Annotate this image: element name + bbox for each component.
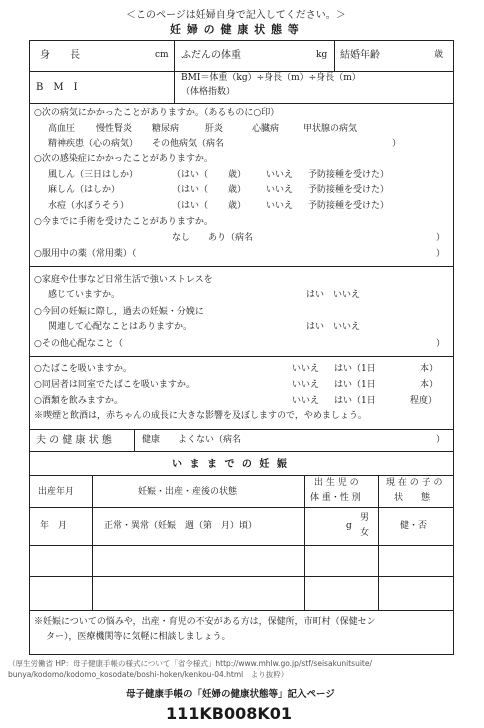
document-code: 111KB008K01 [166, 704, 293, 723]
infection-age: 歳） [228, 185, 247, 195]
infection-age: 歳） [228, 170, 247, 180]
illness-other: その他病気（病名 [152, 139, 225, 149]
husband-health-label: 夫 の 健 康 状 態 [36, 435, 112, 446]
history-col-child: 現 在 の 子 の [386, 478, 443, 488]
bmi-formula: BMI＝体重（kg）÷身長（m）÷身長（m） [181, 73, 361, 83]
bmi-note: （体格指数） [181, 87, 236, 97]
smoking-yes: はい（1日 [334, 364, 376, 374]
history-row-weight-unit: g [346, 521, 352, 531]
smoking-unit: 本） [420, 364, 439, 374]
illness-item: 慢性腎炎 [96, 124, 133, 134]
husband-health-close: ） [436, 435, 446, 445]
alcohol-question: ○酒類を飲みますか。 [34, 396, 123, 406]
surgery-close: ） [436, 233, 446, 243]
caption: 母子健康手帳の「妊婦の健康状態等」記入ページ [126, 689, 335, 700]
infection-no: いいえ [266, 185, 294, 195]
alcohol-yes: はい（1日 [334, 396, 376, 406]
weight-label: ふだんの体重 [181, 50, 241, 61]
illness-item: 精神疾患（心の病気） [48, 139, 139, 149]
stress-answer: はい いいえ [306, 290, 361, 300]
alcohol-unit: 程度） [410, 396, 438, 406]
infection-no: いいえ [266, 170, 294, 180]
illness-item: 心臓病 [252, 124, 280, 134]
page-note: ＜このページは妊婦自身で記入してください。＞ [126, 10, 346, 21]
height-unit: cm [155, 50, 169, 60]
past-pregnancy-question: ○今回の妊娠に際し，過去の妊娠・分娩に [34, 307, 204, 317]
passive-smoking-yes: はい（1日 [334, 380, 376, 390]
page-title: 妊 婦 の 健 康 状 態 等 [170, 23, 300, 36]
history-row-date: 年 月 [40, 521, 68, 531]
other-worry-close: ） [436, 339, 446, 349]
infection-yes: （はい（ [172, 201, 209, 211]
illness-item: 糖尿病 [152, 124, 180, 134]
infection-yes: （はい（ [172, 170, 209, 180]
past-pregnancy-answer: はい いいえ [306, 322, 361, 332]
smoking-no: いいえ [292, 364, 320, 374]
illness-question: ○次の病気にかかったことがありますか。（あるものに○印） [34, 108, 280, 118]
infection-name: 麻しん（はしか） [48, 185, 121, 195]
history-col-birth: 出 生 児 の [314, 478, 359, 488]
stress-question: ○家庭や仕事など日常生活で強いストレスを [34, 275, 213, 285]
medication-question: ○服用中の薬（常用薬）（ [34, 249, 137, 259]
surgery-question: ○今までに手術を受けたことがありますか。 [34, 217, 213, 227]
history-row-health: 健・否 [400, 521, 428, 531]
bmi-label: B M I [36, 82, 78, 93]
passive-smoking-unit: 本） [420, 380, 439, 390]
infection-vaccine: 予防接種を受けた） [308, 201, 390, 211]
infection-age: 歳） [228, 201, 247, 211]
history-col-child-cont: 状 態 [394, 493, 431, 503]
history-col-state: 妊娠・出産・産後の状態 [138, 487, 238, 497]
infection-name: 風しん（三日はしか） [48, 170, 139, 180]
consultation-note-cont: ター），医療機関等に気軽に相談しましょう。 [46, 632, 231, 642]
history-title: い ま ま で の 妊 娠 [172, 459, 289, 470]
illness-item: 肝炎 [205, 124, 224, 134]
passive-smoking-no: いいえ [292, 380, 320, 390]
history-row-male: 男 [360, 513, 370, 523]
illness-item: 高血圧 [48, 124, 76, 134]
smoking-question: ○たばこを吸いますか。 [34, 364, 132, 374]
source-citation-cont: bunya/kodomo/kodomo_kosodate/boshi-hoken/kenkou-04.html より抜粋） [8, 670, 289, 679]
other-worry: ○その他心配なこと（ [34, 339, 123, 349]
infection-no: いいえ [266, 201, 294, 211]
surgery-answer: なし あり（病名 [172, 233, 254, 243]
husband-health-answer: 健康 よくない（病名 [142, 435, 242, 445]
infection-vaccine: 予防接種を受けた） [308, 170, 390, 180]
illness-item: 甲状腺の病気 [303, 124, 358, 134]
infection-name: 水痘（水ぼうそう） [48, 201, 130, 211]
height-label: 身 長 [40, 50, 80, 61]
smoking-alcohol-warning: ※喫煙と飲酒は，赤ちゃんの成長に大きな影響を及ぼしますので，やめましょう。 [34, 411, 367, 421]
age-unit: 歳 [434, 50, 444, 60]
history-row-female: 女 [360, 528, 370, 538]
past-pregnancy-question-cont: 関連して心配なことはありますか。 [48, 322, 193, 332]
history-col-birth-cont: 体 重・性 別 [310, 493, 361, 503]
weight-unit: kg [316, 50, 328, 60]
source-citation: （厚生労働省 HP：母子健康手帳の様式について「省令様式」http://www.mhlw.go.jp/stf/seisakunitsuite/ [8, 659, 373, 668]
history-row-state: 正常・異常（妊娠 週（第 月）頃） [104, 521, 258, 531]
history-col-date: 出産年月 [38, 487, 75, 497]
illness-other-close: ） [392, 139, 402, 149]
infection-question: ○次の感染症にかかったことがありますか。 [34, 154, 213, 164]
stress-question-cont: 感じていますか。 [48, 290, 121, 300]
infection-vaccine: 予防接種を受けた） [308, 185, 390, 195]
medication-close: ） [436, 249, 446, 259]
passive-smoking-question: ○同居者は同室でたばこを吸いますか。 [34, 380, 195, 390]
infection-yes: （はい（ [172, 185, 209, 195]
consultation-note: ※妊娠についての悩みや，出産・育児の不安がある方は，保健所，市町村（保健セン [34, 617, 376, 627]
age-label: 結婚年齢 [340, 50, 380, 61]
alcohol-no: いいえ [292, 396, 320, 406]
